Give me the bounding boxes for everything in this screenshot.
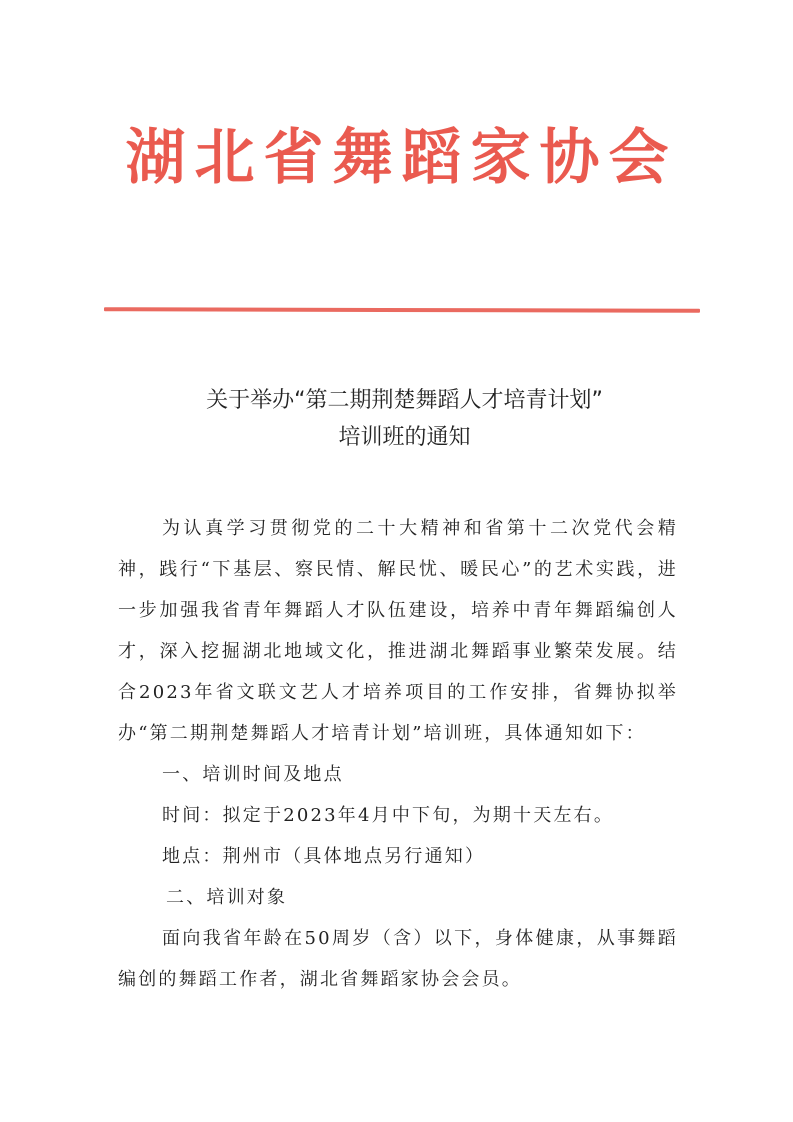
section-heading-time-place: 一、培训时间及地点 bbox=[162, 764, 344, 785]
section-heading-target: 二、培训对象 bbox=[166, 887, 288, 908]
intro-paragraph: 为认真学习贯彻党的二十大精神和省第十二次党代会精神，践行“下基层、察民情、解民忧、暖民心”的艺术实践，进一步加强我省青年舞蹈人才队伍建设，培养中青年舞蹈编创人才，深入挖掘湖北地域文化，推进湖北舞蹈事业繁荣发展。结合2023年省文联文艺人才培养项目的工作安排，省舞协拟举办“第二期荆楚舞蹈人才培青计划”培训班，具体通知如下： bbox=[118, 518, 678, 744]
document-title-line2: 培训班的通知 bbox=[338, 425, 471, 450]
target-paragraph: 面向我省年龄在50周岁（含）以下，身体健康，从事舞蹈编创的舞蹈工作者，湖北省舞蹈家协会会员。 bbox=[118, 928, 678, 990]
letterhead-title: 湖北省舞蹈家协会 bbox=[125, 123, 678, 193]
document-title-line1: 关于举办“第二期荆楚舞蹈人才培青计划” bbox=[206, 388, 603, 413]
place-line: 地点：荆州市（具体地点另行通知） bbox=[162, 846, 486, 867]
letterhead-divider bbox=[104, 307, 700, 313]
document-body bbox=[118, 508, 678, 1000]
time-line: 时间：拟定于2023年4月中下旬，为期十天左右。 bbox=[162, 805, 615, 826]
